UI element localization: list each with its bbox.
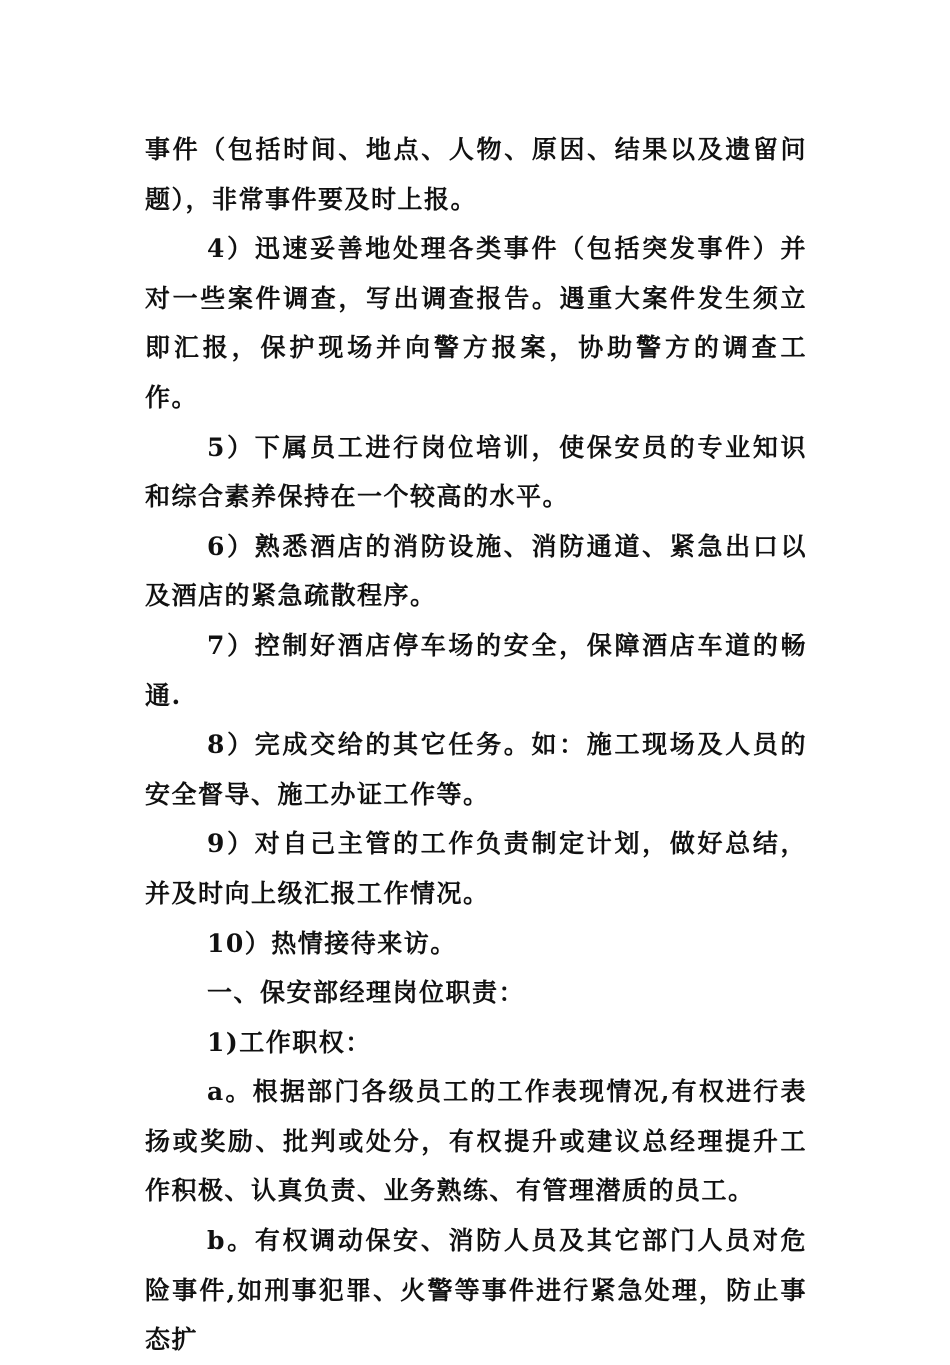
paragraph-item-10: 10）热情接待来访。 xyxy=(207,928,457,958)
paragraph-item-9: 9）对自己主管的工作负责制定计划，做好总结，并及时向上级汇报工作情况。 xyxy=(145,829,807,908)
paragraph-authority-b: b。有权调动保安、消防人员及其它部门人员对危险事件,如刑事犯罪、火警等事件进行紧急处理，防止事态扩 xyxy=(145,1226,807,1355)
document-body xyxy=(145,125,807,1365)
paragraph-authority-a: a。根据部门各级员工的工作表现情况,有权进行表扬或奖励、批判或处分，有权提升或建议总经理提升工作积极、认真负责、业务熟练、有管理潜质的员工。 xyxy=(145,1077,807,1206)
paragraph-item-5: 5）下属员工进行岗位培训，使保安员的专业知识和综合素养保持在一个较高的水平。 xyxy=(145,432,807,512)
paragraph-item-6: 6）熟悉酒店的消防设施、消防通道、紧急出口以及酒店的紧急疏散程序。 xyxy=(145,531,807,611)
paragraph-item-4: 4）迅速妥善地处理各类事件（包括突发事件）并对一些案件调查，写出调查报告。遇重大案件发生须立即汇报，保护现场并向警方报案，协助警方的调查工作。 xyxy=(145,234,807,412)
paragraph-event-report: 事件（包括时间、地点、人物、原因、结果以及遗留问题），非常事件要及时上报。 xyxy=(145,135,807,214)
subheading-authority: 1)工作职权： xyxy=(207,1027,372,1057)
paragraph-item-7: 7）控制好酒店停车场的安全，保障酒店车道的畅通. xyxy=(145,630,807,710)
section-heading-security-manager: 一、保安部经理岗位职责： xyxy=(207,978,526,1008)
paragraph-item-8: 8）完成交给的其它任务。如：施工现场及人员的安全督导、施工办证工作等。 xyxy=(145,730,807,809)
